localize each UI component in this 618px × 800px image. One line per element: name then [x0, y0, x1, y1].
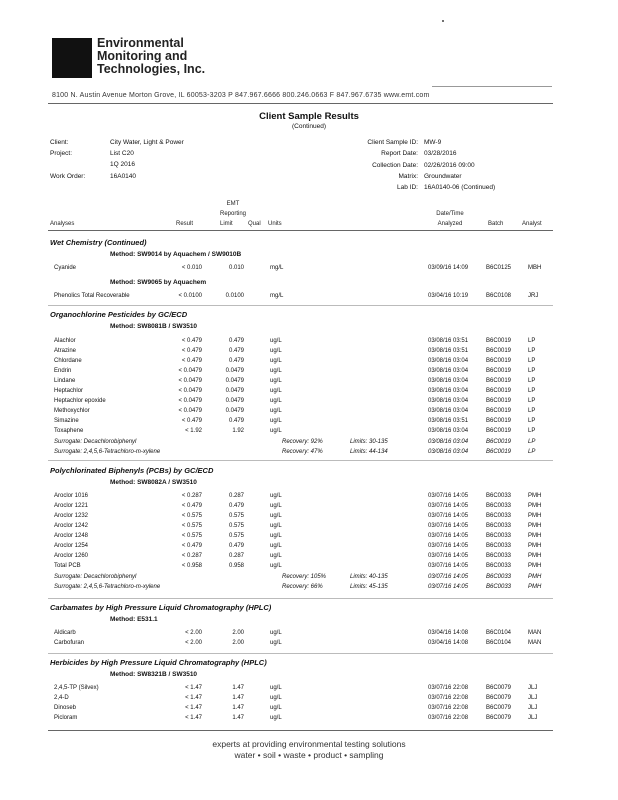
cell-batch: B6C0104: [486, 640, 512, 646]
cell-units: ug/L: [270, 715, 282, 721]
cell-units: ug/L: [270, 338, 282, 344]
cell-units: ug/L: [270, 563, 282, 569]
cell-units: mg/L: [270, 265, 284, 271]
cell-analyst: JLJ: [528, 685, 538, 691]
table-row: [0, 640, 618, 649]
cell-analyte: 2,4-D: [54, 695, 69, 701]
cell-limit: 1.47: [232, 715, 244, 721]
cell-analyzed: 03/07/16 14:05: [428, 503, 469, 509]
sample-id-label: Client Sample ID:: [367, 139, 418, 146]
cell-analyzed: 03/07/16 14:05: [428, 543, 469, 549]
table-row: [0, 523, 618, 532]
project-label: Project:: [50, 150, 73, 157]
cell-units: ug/L: [270, 503, 282, 509]
cell-analyst: PMH: [528, 553, 542, 559]
cell-analyte: Toxaphene: [54, 428, 84, 434]
cell-result: < 1.92: [185, 428, 202, 434]
section-title-wet-chemistry: Wet Chemistry (Continued): [50, 238, 147, 247]
cell-units: ug/L: [270, 358, 282, 364]
cell-units: ug/L: [270, 348, 282, 354]
cell-analyte: Picloram: [54, 715, 78, 721]
cell-analyst: LP: [528, 378, 536, 384]
table-row: [0, 348, 618, 357]
cell-result: < 0.479: [181, 348, 202, 354]
cell-analyst: LP: [528, 439, 536, 445]
cell-limit: 0.575: [228, 523, 244, 529]
cell-limit: 1.47: [232, 695, 244, 701]
cell-batch: B6C0104: [486, 630, 512, 636]
cell-units: ug/L: [270, 695, 282, 701]
table-row: [0, 428, 618, 437]
section-rule: [48, 598, 553, 599]
cell-batch: B6C0033: [486, 563, 512, 569]
cell-analyzed: 03/08/16 03:04: [428, 408, 469, 414]
cell-batch: B6C0019: [486, 348, 512, 354]
cell-batch: B6C0079: [486, 685, 512, 691]
cell-units: ug/L: [270, 630, 282, 636]
cell-analyzed: 03/08/16 03:04: [428, 439, 469, 445]
method-pcbs: Method: SW8082A / SW3510: [110, 479, 197, 486]
cell-batch: B6C0033: [486, 543, 512, 549]
method-herbicides: Method: SW8321B / SW3510: [110, 671, 198, 678]
cell-analyst: LP: [528, 368, 536, 374]
cell-batch: B6C0033: [486, 513, 512, 519]
cell-analyte: 2,4,5-TP (Silvex): [54, 685, 99, 691]
cell-analyst: LP: [528, 348, 536, 354]
cell-limit: 0.575: [228, 533, 244, 539]
cell-analyst: JLJ: [528, 715, 538, 721]
cell-units: ug/L: [270, 523, 282, 529]
cell-analyst: LP: [528, 358, 536, 364]
cell-units: ug/L: [270, 543, 282, 549]
cell-limit: 2.00: [232, 630, 244, 636]
cell-result: < 2.00: [185, 630, 202, 636]
cell-units: ug/L: [270, 408, 282, 414]
lab-id-value: 16A0140-06 (Continued): [424, 184, 496, 191]
col-analyzed: Analyzed: [437, 221, 463, 227]
table-row: [0, 513, 618, 522]
surrogate-row: [0, 439, 618, 448]
cell-analyte: Heptachlor: [54, 388, 84, 394]
cell-analyzed: 03/07/16 14:05: [428, 553, 469, 559]
cell-analyzed: 03/07/16 22:08: [428, 685, 469, 691]
company-address: 8100 N. Austin Avenue Morton Grove, IL 60053-3203 P 847.967.6666 800.246.0663 F 847.967.6735 www.emt.com: [52, 92, 430, 99]
cell-limit: 0.479: [228, 418, 244, 424]
method-carbamates: Method: E531.1: [110, 616, 158, 623]
cell-limit: 2.00: [232, 640, 244, 646]
cell-batch: B6C0079: [486, 705, 512, 711]
cell-limit: 0.479: [228, 503, 244, 509]
client-label: Client:: [50, 139, 69, 146]
cell-limit: 1.47: [232, 685, 244, 691]
cell-units: ug/L: [270, 705, 282, 711]
col-datetime: Date/Time: [436, 211, 464, 217]
cell-batch: B6C0033: [486, 523, 512, 529]
cell-units: ug/L: [270, 493, 282, 499]
cell-result: < 0.0479: [178, 398, 202, 404]
cell-limit: 1.92: [232, 428, 244, 434]
cell-result: < 0.0479: [178, 368, 202, 374]
cell-analyst: LP: [528, 388, 536, 394]
work-order-value: 16A0140: [110, 173, 137, 180]
header-rule-short: [432, 86, 552, 87]
company-name: [97, 37, 205, 76]
section-title-herbicides: Herbicides by High Pressure Liquid Chromatography (HPLC): [50, 658, 267, 667]
cell-analyzed: 03/04/16 14:08: [428, 630, 469, 636]
cell-analyzed: 03/07/16 14:05: [428, 513, 469, 519]
cell-analyte: Simazine: [54, 418, 79, 424]
cell-analyte: Aroclor 1016: [54, 493, 89, 499]
cell-analyst: JRJ: [528, 293, 539, 299]
cell-analyte: Methoxychlor: [54, 408, 90, 414]
cell-limit: 0.0479: [225, 368, 244, 374]
report-subtitle: (Continued): [292, 123, 326, 130]
cell-analyzed: 03/04/16 14:08: [428, 640, 469, 646]
section-rule: [48, 653, 553, 654]
cell-result: < 0.0479: [178, 408, 202, 414]
table-row: [0, 493, 618, 502]
cell-analyst: PMH: [528, 503, 542, 509]
col-reporting: Reporting: [219, 211, 246, 217]
method-wet-chem-cyanide: Method: SW9014 by Aquachem / SW9010B: [110, 251, 242, 258]
cell-analyzed: 03/04/16 10:19: [428, 293, 469, 299]
cell-limit: 0.0479: [225, 408, 244, 414]
cell-result: < 0.958: [181, 563, 202, 569]
cell-batch: B6C0125: [486, 265, 512, 271]
cell-batch: B6C0019: [486, 338, 512, 344]
cell-result: < 0.479: [181, 358, 202, 364]
cell-analyzed: 03/08/16 03:04: [428, 449, 469, 455]
cell-analyte: Aroclor 1221: [54, 503, 89, 509]
section-title-pcbs: Polychlorinated Biphenyls (PCBs) by GC/ECD: [50, 466, 214, 475]
cell-batch: B6C0033: [486, 574, 512, 580]
cell-limit: 0.479: [228, 338, 244, 344]
cell-result: < 0.575: [181, 533, 202, 539]
cell-result: < 0.479: [181, 543, 202, 549]
cell-analyst: MBH: [528, 265, 542, 271]
col-units: Units: [268, 221, 282, 227]
table-row: [0, 533, 618, 542]
cell-units: ug/L: [270, 533, 282, 539]
cell-analyte: Dinoseb: [54, 705, 77, 711]
cell-analyte: Aroclor 1232: [54, 513, 89, 519]
table-row: [0, 418, 618, 427]
lab-id-label: Lab ID:: [397, 184, 418, 191]
cell-recovery: Recovery: 66%: [282, 584, 323, 590]
report-title: Client Sample Results: [259, 111, 359, 122]
cell-analyst: LP: [528, 398, 536, 404]
client-value: City Water, Light & Power: [110, 139, 184, 146]
cell-batch: B6C0019: [486, 408, 512, 414]
cell-batch: B6C0019: [486, 449, 512, 455]
company-name-line1: Environmental: [97, 36, 184, 50]
cell-result: < 0.479: [181, 503, 202, 509]
cell-analyte: Alachlor: [54, 338, 76, 344]
cell-batch: B6C0033: [486, 584, 512, 590]
table-row: [0, 715, 618, 724]
cell-analyzed: 03/07/16 14:05: [428, 533, 469, 539]
table-row: [0, 293, 618, 302]
surrogate-row: [0, 449, 618, 458]
section-rule: [48, 460, 553, 461]
cell-analyst: PMH: [528, 513, 542, 519]
cell-units: ug/L: [270, 398, 282, 404]
cell-limits: Limits: 30-135: [350, 439, 388, 445]
col-emt: EMT: [226, 201, 240, 207]
cell-batch: B6C0019: [486, 439, 512, 445]
cell-analyzed: 03/07/16 14:05: [428, 523, 469, 529]
cell-analyte: Carbofuran: [54, 640, 85, 646]
cell-limits: Limits: 44-134: [350, 449, 388, 455]
cell-analyst: PMH: [528, 574, 542, 580]
cell-result: < 0.287: [181, 553, 202, 559]
col-analyses: Analyses: [50, 221, 75, 227]
cell-batch: B6C0033: [486, 533, 512, 539]
cell-analyzed: 03/08/16 03:04: [428, 428, 469, 434]
table-row: [0, 388, 618, 397]
cell-limit: 0.287: [228, 493, 244, 499]
cell-analyst: PMH: [528, 584, 542, 590]
table-row: [0, 358, 618, 367]
cell-batch: B6C0108: [486, 293, 512, 299]
cell-result: < 1.47: [185, 695, 202, 701]
cell-limit: 0.479: [228, 348, 244, 354]
address-rule: [48, 103, 553, 104]
cell-batch: B6C0019: [486, 368, 512, 374]
cell-limit: 0.958: [228, 563, 244, 569]
cell-result: < 0.0479: [178, 388, 202, 394]
surrogate-row: [0, 584, 618, 593]
cell-limit: 0.479: [228, 358, 244, 364]
col-qual: Qual: [248, 221, 261, 227]
cell-analyst: JLJ: [528, 695, 538, 701]
cell-units: ug/L: [270, 640, 282, 646]
cell-units: ug/L: [270, 418, 282, 424]
cell-batch: B6C0033: [486, 503, 512, 509]
cell-analyst: LP: [528, 428, 536, 434]
cell-analyzed: 03/07/16 14:05: [428, 584, 469, 590]
cell-analyzed: 03/07/16 22:08: [428, 715, 469, 721]
cell-limit: 0.0479: [225, 378, 244, 384]
cell-analyte: Phenolics Total Recoverable: [54, 293, 130, 299]
cell-result: < 0.575: [181, 513, 202, 519]
cell-analyte: Total PCB: [54, 563, 81, 569]
cell-analyzed: 03/08/16 03:04: [428, 358, 469, 364]
cell-limit: 1.47: [232, 705, 244, 711]
cell-analyte: Chlordane: [54, 358, 82, 364]
cell-analyte: Lindane: [54, 378, 76, 384]
cell-batch: B6C0019: [486, 358, 512, 364]
cell-result: < 1.47: [185, 715, 202, 721]
col-analyst: Analyst: [522, 221, 542, 227]
company-name-line3: Technologies, Inc.: [97, 62, 206, 76]
table-row: [0, 705, 618, 714]
cell-result: < 1.47: [185, 685, 202, 691]
project-value: List C20: [110, 150, 134, 157]
cell-limits: Limits: 40-135: [350, 574, 388, 580]
cell-analyzed: 03/07/16 14:05: [428, 493, 469, 499]
cell-analyzed: 03/07/16 22:08: [428, 705, 469, 711]
cell-analyst: JLJ: [528, 705, 538, 711]
cell-recovery: Recovery: 92%: [282, 439, 323, 445]
sample-id-value: MW-9: [424, 139, 442, 146]
cell-analyzed: 03/08/16 03:04: [428, 378, 469, 384]
cell-analyst: LP: [528, 408, 536, 414]
cell-result: < 0.479: [181, 418, 202, 424]
cell-batch: B6C0019: [486, 378, 512, 384]
cell-analyzed: 03/08/16 03:51: [428, 418, 469, 424]
cell-analyte: Endrin: [54, 368, 72, 374]
col-result: Result: [176, 221, 194, 227]
cell-units: ug/L: [270, 428, 282, 434]
cell-analyte: Surrogate: 2,4,5,6-Tetrachloro-m-xylene: [54, 449, 161, 455]
cell-units: mg/L: [270, 293, 284, 299]
cell-analyzed: 03/08/16 03:04: [428, 388, 469, 394]
cell-batch: B6C0019: [486, 398, 512, 404]
work-order-label: Work Order:: [50, 173, 86, 180]
table-row: [0, 265, 618, 274]
cell-analyte: Surrogate: 2,4,5,6-Tetrachloro-m-xylene: [54, 584, 161, 590]
cell-limits: Limits: 45-135: [350, 584, 388, 590]
cell-analyte: Aroclor 1248: [54, 533, 89, 539]
cell-analyzed: 03/08/16 03:04: [428, 368, 469, 374]
cell-limit: 0.0479: [225, 388, 244, 394]
cell-batch: B6C0019: [486, 388, 512, 394]
cell-batch: B6C0033: [486, 493, 512, 499]
cell-result: < 0.287: [181, 493, 202, 499]
table-row: [0, 408, 618, 417]
col-batch: Batch: [488, 221, 504, 227]
bottom-rule: [48, 730, 553, 731]
collection-date-value: 02/26/2016 09:00: [424, 162, 475, 169]
cell-units: ug/L: [270, 378, 282, 384]
cell-recovery: Recovery: 47%: [282, 449, 323, 455]
company-logo: [52, 38, 92, 78]
cell-analyzed: 03/07/16 14:05: [428, 563, 469, 569]
cell-result: < 0.575: [181, 523, 202, 529]
cell-result: < 2.00: [185, 640, 202, 646]
column-header-rule: [48, 230, 553, 231]
table-row: [0, 338, 618, 347]
cell-analyst: MAN: [528, 630, 542, 636]
table-row: [0, 503, 618, 512]
surrogate-row: [0, 574, 618, 583]
cell-limit: 0.575: [228, 513, 244, 519]
table-row: [0, 543, 618, 552]
table-row: [0, 563, 618, 572]
cell-analyst: LP: [528, 338, 536, 344]
cell-analyzed: 03/08/16 03:04: [428, 398, 469, 404]
report-date-label: Report Date:: [381, 150, 418, 157]
cell-limit: 0.010: [228, 265, 244, 271]
cell-analyte: Atrazine: [54, 348, 77, 354]
cell-batch: B6C0079: [486, 715, 512, 721]
cell-analyte: Cyanide: [54, 265, 77, 271]
cell-analyst: LP: [528, 449, 536, 455]
company-name-line2: Monitoring and: [97, 49, 188, 63]
cell-analyzed: 03/08/16 03:51: [428, 338, 469, 344]
table-row: [0, 368, 618, 377]
cell-result: < 0.479: [181, 338, 202, 344]
footer-tagline: experts at providing environmental testing solutions: [212, 739, 406, 749]
cell-units: ug/L: [270, 368, 282, 374]
table-row: [0, 695, 618, 704]
cell-analyst: PMH: [528, 533, 542, 539]
cell-units: ug/L: [270, 553, 282, 559]
cell-analyte: Heptachlor epoxide: [54, 398, 106, 404]
table-row: [0, 553, 618, 562]
method-pesticides: Method: SW8081B / SW3510: [110, 323, 198, 330]
cell-batch: B6C0079: [486, 695, 512, 701]
cell-analyst: PMH: [528, 493, 542, 499]
method-wet-chem-phenolics: Method: SW9065 by Aquachem: [110, 279, 207, 286]
cell-result: < 1.47: [185, 705, 202, 711]
collection-date-label: Collection Date:: [372, 162, 418, 169]
cell-result: < 0.0479: [178, 378, 202, 384]
cell-analyzed: 03/09/16 14:09: [428, 265, 469, 271]
cell-units: ug/L: [270, 513, 282, 519]
cell-batch: B6C0033: [486, 553, 512, 559]
cell-analyte: Aldicarb: [54, 630, 76, 636]
report-date-value: 03/28/2016: [424, 150, 457, 157]
cell-limit: 0.0100: [225, 293, 244, 299]
section-title-carbamates: Carbamates by High Pressure Liquid Chromatography (HPLC): [50, 603, 272, 612]
cell-analyst: LP: [528, 418, 536, 424]
cell-analyte: Aroclor 1260: [54, 553, 89, 559]
cell-analyst: PMH: [528, 543, 542, 549]
cell-limit: 0.287: [228, 553, 244, 559]
section-rule: [48, 305, 553, 306]
cell-batch: B6C0019: [486, 428, 512, 434]
table-row: [0, 378, 618, 387]
speck: [442, 20, 444, 22]
matrix-value: Groundwater: [424, 173, 462, 180]
cell-analyte: Surrogate: Decachlorobiphenyl: [54, 574, 137, 580]
cell-limit: 0.479: [228, 543, 244, 549]
cell-analyte: Aroclor 1242: [54, 523, 89, 529]
cell-result: < 0.010: [181, 265, 202, 271]
cell-analyte: Aroclor 1254: [54, 543, 89, 549]
project-period: 1Q 2016: [110, 161, 135, 168]
table-row: [0, 630, 618, 639]
matrix-label: Matrix:: [398, 173, 418, 180]
cell-units: ug/L: [270, 388, 282, 394]
cell-analyzed: 03/08/16 03:51: [428, 348, 469, 354]
cell-recovery: Recovery: 105%: [282, 574, 327, 580]
col-limit: Limit: [220, 221, 233, 227]
section-title-pesticides: Organochlorine Pesticides by GC/ECD: [50, 310, 188, 319]
cell-limit: 0.0479: [225, 398, 244, 404]
table-row: [0, 685, 618, 694]
footer-services: water • soil • waste • product • sampling: [234, 750, 384, 760]
cell-analyzed: 03/07/16 14:05: [428, 574, 469, 580]
cell-result: < 0.0100: [178, 293, 202, 299]
cell-analyzed: 03/07/16 22:08: [428, 695, 469, 701]
cell-batch: B6C0019: [486, 418, 512, 424]
cell-analyst: PMH: [528, 523, 542, 529]
cell-analyst: PMH: [528, 563, 542, 569]
cell-analyst: MAN: [528, 640, 542, 646]
cell-analyte: Surrogate: Decachlorobiphenyl: [54, 439, 137, 445]
table-row: [0, 398, 618, 407]
cell-units: ug/L: [270, 685, 282, 691]
